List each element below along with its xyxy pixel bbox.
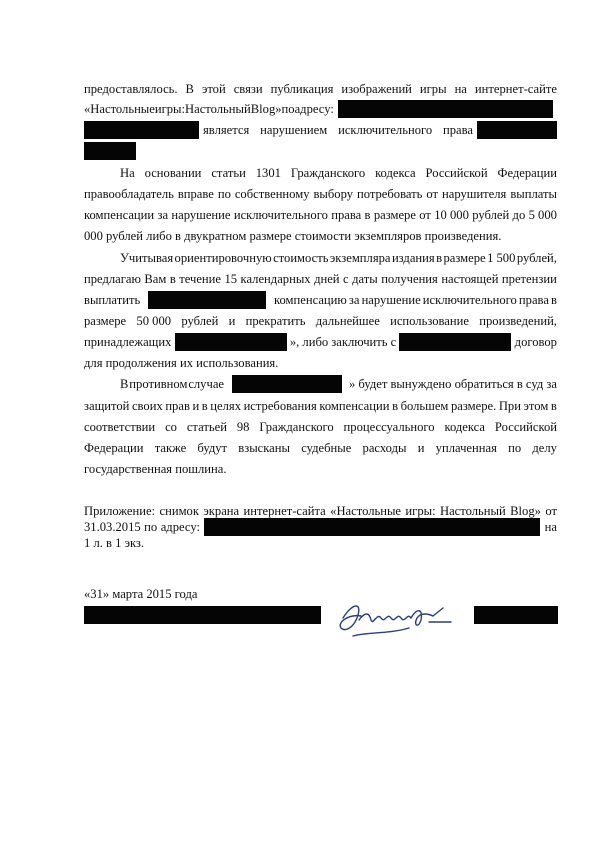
word: этой [201,82,226,96]
word: издания [391,251,435,265]
word: статьи [211,166,246,180]
word: выплатить [84,293,141,307]
paragraph-line [84,80,557,98]
word: стоимость [273,251,329,265]
word: экземпляра [329,251,391,265]
word: судебные [301,441,352,455]
word: В [185,82,194,96]
word: выбору [313,187,354,201]
word: в [169,272,176,286]
word: Гражданского [290,166,366,180]
paragraph-line [84,333,557,351]
paragraph-line [120,249,557,267]
word: права [518,293,549,307]
paragraph-line [84,291,557,309]
word: игры [419,82,447,96]
word: нарушение [361,293,421,307]
word: уплаченная [435,441,497,455]
word: Приложение: [84,504,156,518]
paragraph-line [120,164,557,182]
word: рублей [181,314,219,328]
word: в [551,293,557,307]
word: Российской [425,166,488,180]
word: государственная пошлина. [84,462,227,476]
paragraph-line [84,397,557,415]
word: Настольный [440,504,506,518]
word: от [545,504,557,518]
word: статьей [186,420,227,434]
paragraph-line [84,206,557,224]
word: игры: [405,504,436,518]
paragraph-line [120,375,557,393]
paragraph-line [84,142,557,160]
word: большем [400,399,449,413]
word: противном [129,377,188,391]
word: Настольный [185,102,251,116]
signature-image [333,596,463,646]
word: Вам [144,272,167,286]
word: исключительного [422,293,517,307]
word: снимок [159,504,199,518]
word: Учитывая [120,251,174,265]
word: Федерации [497,166,557,180]
word: также [154,441,187,455]
word: рублей [472,208,510,222]
redaction-bar [232,375,342,393]
word: вынуждено [390,377,452,391]
word: вправе [177,187,214,201]
word: до [512,208,526,222]
word: собственному [234,187,310,201]
word: в [364,208,371,222]
word: адресу: [160,520,200,534]
word: 15 [224,272,238,286]
word: и [417,441,425,455]
word: основании [144,166,202,180]
redaction-bar [84,142,136,160]
word: на [454,82,467,96]
word: изображений [341,82,412,96]
word: по [508,441,522,455]
word: предлагаю [84,272,141,286]
word: права [443,123,473,137]
paragraph-line [84,227,557,245]
word: Гражданского [259,420,334,434]
redaction-bar [84,121,199,139]
word: будет [358,377,388,391]
redaction-bar [477,121,557,139]
paragraph-line [84,354,557,372]
word: на [544,520,557,534]
word: использование [390,314,469,328]
word: В [120,377,129,391]
word: На [120,166,135,180]
word: от [426,187,439,201]
word: получения [381,272,438,286]
word: является [203,123,250,137]
word: 1 л. в 1 экз. [84,536,145,550]
word: расходы [362,441,407,455]
word: публикация [270,82,334,96]
word: Blog» [510,504,541,518]
paragraph-line [84,312,557,330]
word: будут [197,441,228,455]
word: интернет-сайте [474,82,557,96]
word: этом [523,399,549,413]
word: истребования [243,399,317,413]
paragraph-line [84,418,557,436]
word: обратиться [454,377,514,391]
word: взысканы [238,441,290,455]
word: целях [210,399,241,413]
word: по [217,187,231,201]
word: соответствии [84,420,156,434]
word: предоставлялось. [84,82,178,96]
word: 1 500 [487,251,516,265]
word: случае [188,377,224,391]
word: со [165,420,177,434]
signature-row [474,606,558,624]
word: экрана [203,504,240,518]
redaction-bar [175,333,287,351]
word: При [498,399,521,413]
word: за [348,293,360,307]
word: размере [84,314,127,328]
word: размере [373,208,416,222]
word: в [201,399,208,413]
paragraph-line [84,121,557,139]
word: даты [352,272,378,286]
paragraph-line [84,460,557,478]
date-line [84,585,557,603]
word: по [281,102,295,116]
word: » [349,377,356,391]
word: «31» марта 2015 года [84,587,198,601]
word: размере. [450,399,497,413]
word: исключительного [338,123,433,137]
word: 1301 [255,166,281,180]
word: 50 000 [136,314,172,328]
word: », либо заключить с [289,335,397,349]
word: с [343,272,349,286]
paragraph-line [84,185,557,203]
word: за [546,377,557,391]
word: Федерации [84,441,144,455]
word: течение [179,272,222,286]
word: в [392,399,399,413]
word: в [436,251,443,265]
word: делу [532,441,557,455]
word: Российской [494,420,557,434]
word: компенсации [84,208,155,222]
word: ориентировочную [174,251,272,265]
word: размере [443,251,486,265]
redaction-bar [399,333,511,351]
word: произведений, [479,314,557,328]
paragraph-line [84,439,557,457]
word: в [516,377,523,391]
word: нарушителя [441,187,507,201]
word: 31.03.2015 [84,520,141,534]
word: кодекса [444,420,486,434]
word: 98 [236,420,250,434]
word: в [550,399,557,413]
word: защитой [84,399,130,413]
word: и [228,314,236,328]
word: дальнейшее [315,314,380,328]
word: принадлежащих [84,335,172,349]
word: суд [525,377,544,391]
word: дней [314,272,340,286]
paragraph-line [84,534,557,552]
redaction-bar [84,606,321,624]
word: адресу: [294,102,334,116]
word: «Настольные [330,504,402,518]
word: интернет-сайта [243,504,326,518]
word: прав [165,399,190,413]
word: связи [233,82,263,96]
word: настоящей [441,272,499,286]
redaction-bar [338,100,553,118]
word: права [331,208,362,222]
word: за [157,208,169,222]
paragraph-line [84,100,557,118]
redaction-bar [474,606,558,624]
word: договор [514,335,557,349]
word: прекратить [245,314,306,328]
word: нарушение [171,208,231,222]
paragraph-line [84,270,557,288]
word: компенсации [319,399,390,413]
word: календарных [240,272,311,286]
word: 10 000 [434,208,469,222]
word: от [419,208,431,222]
word: игры: [154,102,186,116]
word: потребовать [356,187,423,201]
word: нарушением [260,123,328,137]
word: рублей, [516,251,557,265]
word: 000 рублей либо в двукратном размере стоимости экземпляров произведения. [84,229,502,243]
word: по [144,520,158,534]
word: исключительного [233,208,328,222]
word: кодекса [375,166,416,180]
word: правообладатель [84,187,174,201]
word: и [192,399,200,413]
word: выплаты [510,187,557,201]
word: своих [131,399,163,413]
word: компенсацию [274,293,347,307]
word: для продолжения их использования. [84,356,279,370]
word: процессуального [343,420,435,434]
word: 5 000 [528,208,557,222]
word: претензии [501,272,557,286]
word: «Настольные [84,102,155,116]
redaction-bar [148,291,266,309]
word: Blog» [250,102,282,116]
